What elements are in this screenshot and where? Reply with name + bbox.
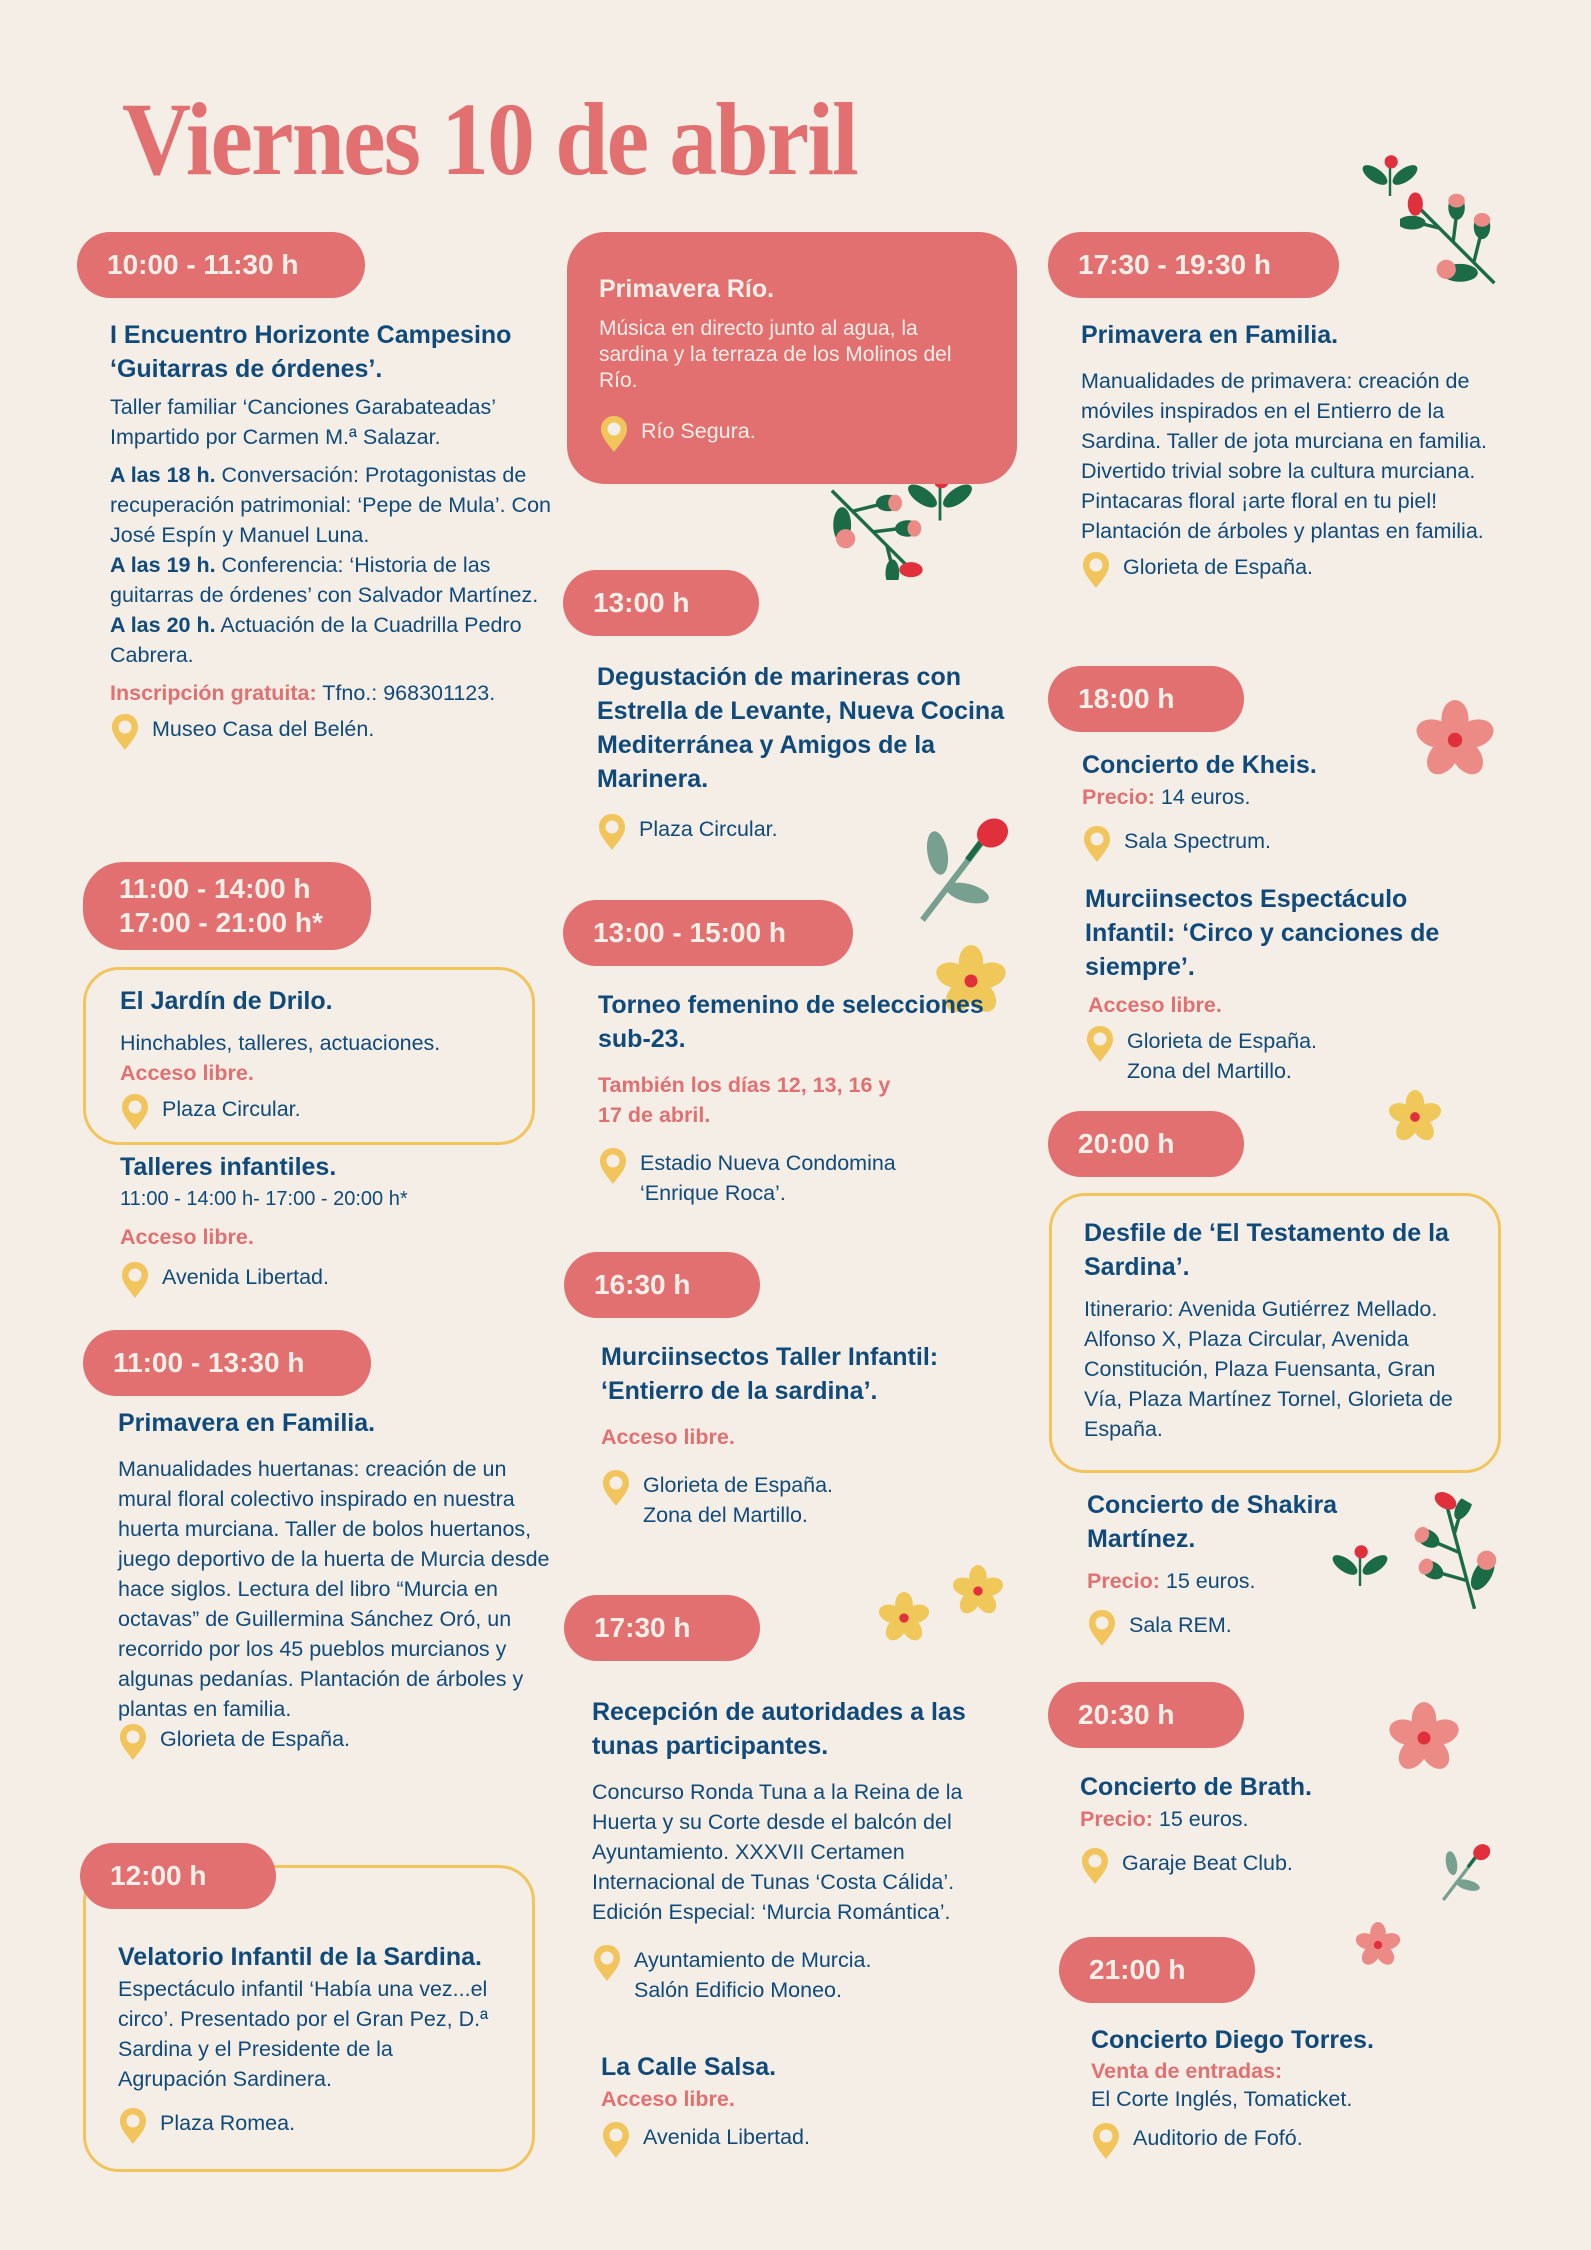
- event-location: [120, 1262, 560, 1300]
- page-title: Viernes 10 de abril: [122, 82, 857, 197]
- event-title: Primavera en Familia.: [1081, 321, 1339, 349]
- flower-sprig-decoration-icon: [1400, 180, 1520, 290]
- event-recepcion-tunas: [592, 1695, 1022, 2005]
- price-line: [1082, 782, 1512, 812]
- ticket-sales-vendors: El Corte Inglés, Tomaticket.: [1091, 2087, 1353, 2111]
- event-location: [1091, 2123, 1511, 2161]
- location-pin-icon: [118, 1722, 148, 1762]
- location-pin-icon: [120, 1092, 150, 1132]
- event-dates-note: También los días 12, 13, 16 y 17 de abril.: [598, 1073, 891, 1127]
- event-title: La Calle Salsa.: [601, 2053, 777, 2081]
- event-description: Manualidades huertanas: creación de un mural floral colectivo inspirado en nuestra huerta murciana. Taller de bolos huertanos, juego deportivo de la huerta de Murcia desde hace siglos. Lectura del libro “Murcia en octavas” de Guillermina Sánchez Oró, un recorrido por los 45 pueblos murcianos y algunas pedanías. Plantación de árboles y plantas en familia.: [118, 1457, 550, 1721]
- location-text: Zona del Martillo.: [1127, 1059, 1292, 1083]
- phone-number: Tfno.: 968301123.: [316, 681, 496, 705]
- event-concierto-brath: [1080, 1770, 1480, 1886]
- location-text: Sala REM.: [1129, 1613, 1232, 1637]
- yellow-flower-icon: [1388, 1090, 1442, 1144]
- flower-sprig-decoration-icon: [1371, 1477, 1530, 1632]
- event-description: Música en directo junto al agua, la sardina y la terraza de los Molinos del Río.: [599, 317, 952, 392]
- ticket-sales-label: Venta de entradas:: [1091, 2059, 1283, 2083]
- event-location: [592, 1945, 1022, 2005]
- time-badge: 11:00 - 13:30 h: [83, 1330, 371, 1396]
- event-talleres-infantiles: [120, 1150, 560, 1300]
- location-pin-icon: [1085, 1024, 1115, 1064]
- location-text: Estadio Nueva Condomina: [640, 1151, 896, 1175]
- location-pin-icon: [601, 2120, 631, 2160]
- event-title: Talleres infantiles.: [120, 1153, 337, 1181]
- price-line: [1080, 1804, 1480, 1834]
- event-location: [1082, 826, 1512, 864]
- schedule-text: Conversación: Protagonistas de recuperación patrimonial: ‘Pepe de Mula’. Con José Espín y Manuel Luna.: [110, 463, 551, 547]
- event-description: Taller familiar ‘Canciones Garabateadas’ Impartido por Carmen M.ª Salazar.: [110, 395, 496, 449]
- access-note: Acceso libre.: [1088, 993, 1222, 1017]
- event-card-desfile-testamento: [1049, 1193, 1501, 1473]
- location-text: Auditorio de Fofó.: [1133, 2126, 1303, 2150]
- location-pin-icon: [597, 812, 627, 852]
- event-location: [110, 714, 560, 752]
- location-text: Museo Casa del Belén.: [152, 717, 375, 741]
- event-description: Manualidades de primavera: creación de móviles inspirados en el Entierro de la Sardina. Taller de jota murciana en familia. Divertido trivial sobre la cultura murciana. Pintacaras floral ¡arte floral en tu piel! Plantación de árboles y plantas en familia.: [1081, 369, 1487, 543]
- schedule-time: A las 20 h.: [110, 613, 216, 637]
- time-badge: 12:00 h: [80, 1843, 276, 1909]
- location-text: Plaza Romea.: [160, 2111, 296, 2135]
- location-pin-icon: [598, 1146, 628, 1186]
- location-pin-icon: [120, 1260, 150, 1300]
- event-encuentro-horizonte: [110, 318, 560, 752]
- event-schedule-item: [110, 610, 560, 670]
- location-pin-icon: [1081, 550, 1111, 590]
- event-location: [118, 2108, 502, 2146]
- event-title: Primavera en Familia.: [118, 1409, 376, 1437]
- access-note: Acceso libre.: [120, 1225, 254, 1249]
- pink-flower-icon: [1388, 1702, 1460, 1774]
- event-degustacion-marineras: [597, 660, 1027, 852]
- access-note: Acceso libre.: [120, 1061, 254, 1085]
- event-location: [118, 1724, 558, 1762]
- event-title: Concierto de Kheis.: [1082, 751, 1317, 779]
- time-badge: [83, 862, 371, 950]
- time-range: 17:00 - 21:00 h*: [119, 907, 323, 938]
- schedule-text: Actuación de la Cuadrilla Pedro Cabrera.: [110, 613, 522, 667]
- price-label: Precio:: [1087, 1569, 1160, 1593]
- time-badge: 16:30 h: [564, 1252, 760, 1318]
- access-note: Acceso libre.: [601, 1425, 735, 1449]
- location-pin-icon: [601, 1468, 631, 1508]
- event-concierto-shakira: [1087, 1488, 1347, 1648]
- location-text: Plaza Circular.: [162, 1097, 301, 1121]
- time-badge: 17:30 h: [564, 1595, 760, 1661]
- event-title: Murciinsectos Taller Infantil: ‘Entierro de la sardina’.: [601, 1343, 939, 1405]
- time-badge: 20:30 h: [1048, 1682, 1244, 1748]
- event-title: I Encuentro Horizonte Campesino ‘Guitarras de órdenes’.: [110, 321, 512, 383]
- location-text: Plaza Circular.: [639, 817, 778, 841]
- event-title: Concierto Diego Torres.: [1091, 2026, 1374, 2054]
- access-note: Acceso libre.: [601, 2087, 735, 2111]
- location-text: Glorieta de España.: [1127, 1029, 1318, 1053]
- location-pin-icon: [1080, 1846, 1110, 1886]
- time-badge: 18:00 h: [1048, 666, 1244, 732]
- price-value: 15 euros.: [1152, 1807, 1249, 1831]
- registration-label: Inscripción gratuita:: [110, 681, 317, 705]
- event-murciinsectos-espectaculo: [1085, 882, 1485, 1086]
- location-pin-icon: [110, 712, 140, 752]
- event-title: Degustación de marineras con Estrella de Levante, Nueva Cocina Mediterránea y Amigos de la Marinera.: [597, 663, 1005, 793]
- location-text: Glorieta de España.: [1123, 555, 1314, 579]
- event-location: [1085, 1026, 1485, 1086]
- event-description: Concurso Ronda Tuna a la Reina de la Huerta y su Corte desde el balcón del Ayuntamiento. XXXVII Certamen Internacional de Tunas ‘Costa Cálida’. Edición Especial: ‘Murcia Romántica’.: [592, 1780, 963, 1924]
- price-value: 15 euros.: [1159, 1569, 1256, 1593]
- event-description: Hinchables, talleres, actuaciones.: [120, 1031, 441, 1055]
- time-badge: 10:00 - 11:30 h: [77, 232, 365, 298]
- location-text: Sala Spectrum.: [1124, 829, 1271, 853]
- event-card-jardin-drilo: [83, 967, 535, 1145]
- event-primavera-familia-huertana: [118, 1406, 558, 1762]
- event-location: [1080, 1848, 1480, 1886]
- event-location: [601, 1470, 1021, 1530]
- location-text: Avenida Libertad.: [162, 1265, 329, 1289]
- event-title: Primavera Río.: [599, 275, 775, 303]
- pink-flower-icon: [1355, 1922, 1401, 1968]
- price-label: Precio:: [1080, 1807, 1153, 1831]
- event-title: Concierto de Brath.: [1080, 1773, 1312, 1801]
- event-location: [1081, 552, 1511, 590]
- location-pin-icon: [118, 2106, 148, 2146]
- registration-note: [110, 678, 560, 708]
- event-location: [1087, 1610, 1347, 1648]
- location-text: Salón Edificio Moneo.: [634, 1978, 842, 2002]
- location-pin-icon: [1091, 2121, 1121, 2161]
- price-value: 14 euros.: [1154, 785, 1251, 809]
- event-torneo-femenino: [598, 988, 1018, 1208]
- event-murciinsectos-taller: [601, 1340, 1021, 1530]
- event-location: [120, 1094, 498, 1132]
- event-hours: 11:00 - 14:00 h- 17:00 - 20:00 h*: [120, 1188, 408, 1210]
- event-description: Itinerario: Avenida Gutiérrez Mellado. Alfonso X, Plaza Circular, Avenida Constitución, Plaza Fuensanta, Gran Vía, Plaza Martínez Tornel, Glorieta de España.: [1084, 1297, 1453, 1441]
- event-title: Recepción de autoridades a las tunas participantes.: [592, 1698, 966, 1760]
- location-text: Río Segura.: [641, 419, 756, 443]
- price-label: Precio:: [1082, 785, 1155, 809]
- price-line: [1087, 1566, 1347, 1596]
- time-badge: 13:00 h: [563, 570, 759, 636]
- event-title: Velatorio Infantil de la Sardina.: [118, 1943, 482, 1971]
- event-schedule-item: [110, 460, 560, 550]
- schedule-time: A las 19 h.: [110, 553, 216, 577]
- location-text: Ayuntamiento de Murcia.: [634, 1948, 872, 1972]
- time-badge: 13:00 - 15:00 h: [563, 900, 853, 966]
- event-concierto-kheis: [1082, 748, 1512, 864]
- event-card-primavera-rio: [567, 232, 1017, 484]
- event-schedule-item: [110, 550, 560, 610]
- location-text: Glorieta de España.: [160, 1727, 351, 1751]
- event-location: [599, 416, 985, 454]
- event-location: [597, 814, 1027, 852]
- event-concierto-diego-torres: [1091, 2023, 1511, 2161]
- event-description: Espectáculo infantil ‘Había una vez...el circo’. Presentado por el Gran Pez, D.ª Sardina y el Presidente de la Agrupación Sardinera.: [118, 1977, 489, 2091]
- time-range: 11:00 - 14:00 h: [119, 873, 311, 905]
- event-location: [601, 2122, 1021, 2160]
- location-text: Glorieta de España.: [643, 1473, 834, 1497]
- time-badge: 17:30 - 19:30 h: [1048, 232, 1339, 298]
- event-title: Murciinsectos Espectáculo Infantil: ‘Circo y canciones de siempre’.: [1085, 885, 1440, 981]
- yellow-flower-icon: [952, 1565, 1004, 1617]
- event-title: Concierto de Shakira Martínez.: [1087, 1491, 1338, 1553]
- location-text: Zona del Martillo.: [643, 1503, 808, 1527]
- location-pin-icon: [599, 414, 629, 454]
- schedule-time: A las 18 h.: [110, 463, 216, 487]
- location-pin-icon: [1087, 1608, 1117, 1648]
- schedule-text: Conferencia: ‘Historia de las guitarras de órdenes’ con Salvador Martínez.: [110, 553, 539, 607]
- location-pin-icon: [592, 1943, 622, 1983]
- time-badge: 21:00 h: [1059, 1937, 1255, 2003]
- location-text: Garaje Beat Club.: [1122, 1851, 1293, 1875]
- yellow-flower-icon: [878, 1592, 930, 1644]
- event-title: El Jardín de Drilo.: [120, 987, 333, 1015]
- event-title: Desfile de ‘El Testamento de la Sardina’.: [1084, 1219, 1449, 1281]
- event-location: [598, 1148, 1018, 1208]
- event-calle-salsa: [601, 2050, 1021, 2160]
- event-title: Torneo femenino de selecciones sub-23.: [598, 991, 984, 1053]
- location-pin-icon: [1082, 824, 1112, 864]
- event-primavera-familia-primavera: [1081, 318, 1511, 590]
- location-text: Avenida Libertad.: [643, 2125, 810, 2149]
- event-card-velatorio: [83, 1865, 535, 2172]
- time-badge: 20:00 h: [1048, 1111, 1244, 1177]
- location-text: ‘Enrique Roca’.: [640, 1181, 786, 1205]
